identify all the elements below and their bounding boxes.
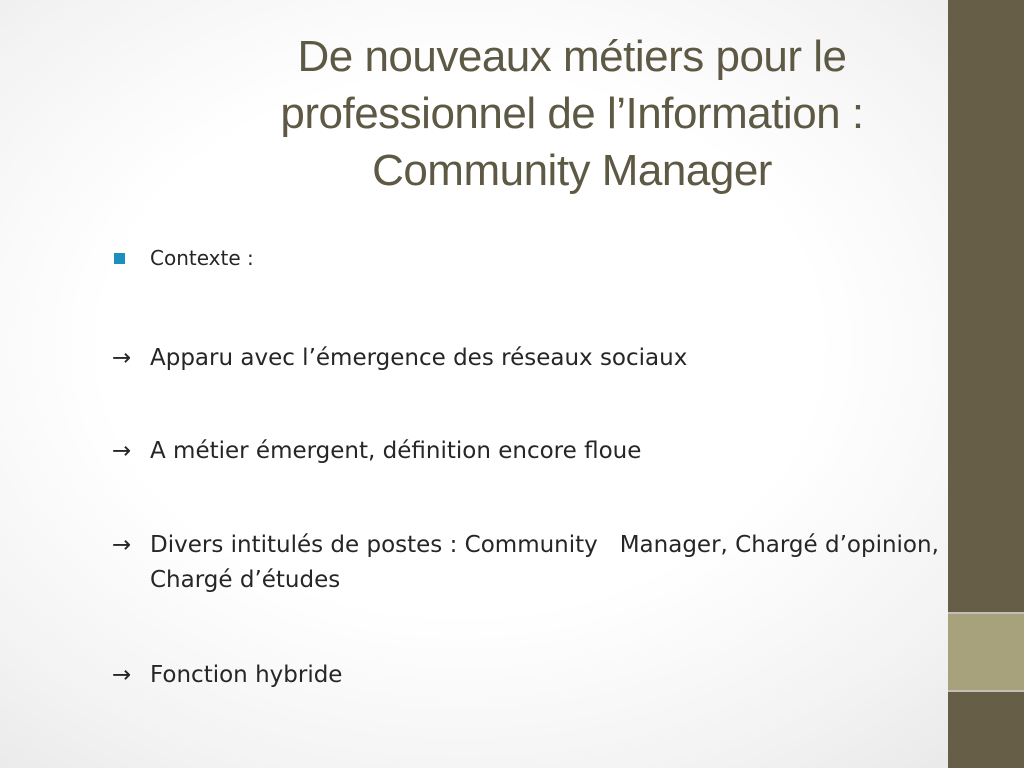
- arrow-right-icon: →: [112, 532, 132, 558]
- arrow-right-icon: →: [112, 662, 132, 688]
- list-item: [112, 434, 641, 469]
- list-item: [112, 341, 687, 376]
- bullet-contexte: [112, 246, 254, 270]
- side-accent-block: [948, 614, 1024, 690]
- slide-title: [222, 28, 922, 199]
- arrow-right-icon: →: [112, 438, 132, 464]
- list-item-text: Divers intitulés de postes : Community Manager, Chargé d’opinion, Chargé d’études: [150, 532, 947, 593]
- title-line-2: professionnel de l’Information :: [280, 89, 864, 138]
- list-item: [112, 528, 948, 598]
- list-item-text: Fonction hybride: [150, 662, 343, 688]
- list-item-text: Apparu avec l’émergence des réseaux sociaux: [150, 345, 688, 371]
- title-line-3: Community Manager: [372, 146, 772, 195]
- list-item-text: A métier émergent, définition encore floue: [150, 438, 642, 464]
- square-bullet-icon: [114, 253, 125, 264]
- side-divider-bottom: [948, 690, 1024, 692]
- arrow-right-icon: →: [112, 345, 132, 371]
- title-line-1: De nouveaux métiers pour le: [297, 32, 847, 81]
- list-item: [112, 658, 342, 693]
- bullet-label: Contexte :: [150, 246, 254, 270]
